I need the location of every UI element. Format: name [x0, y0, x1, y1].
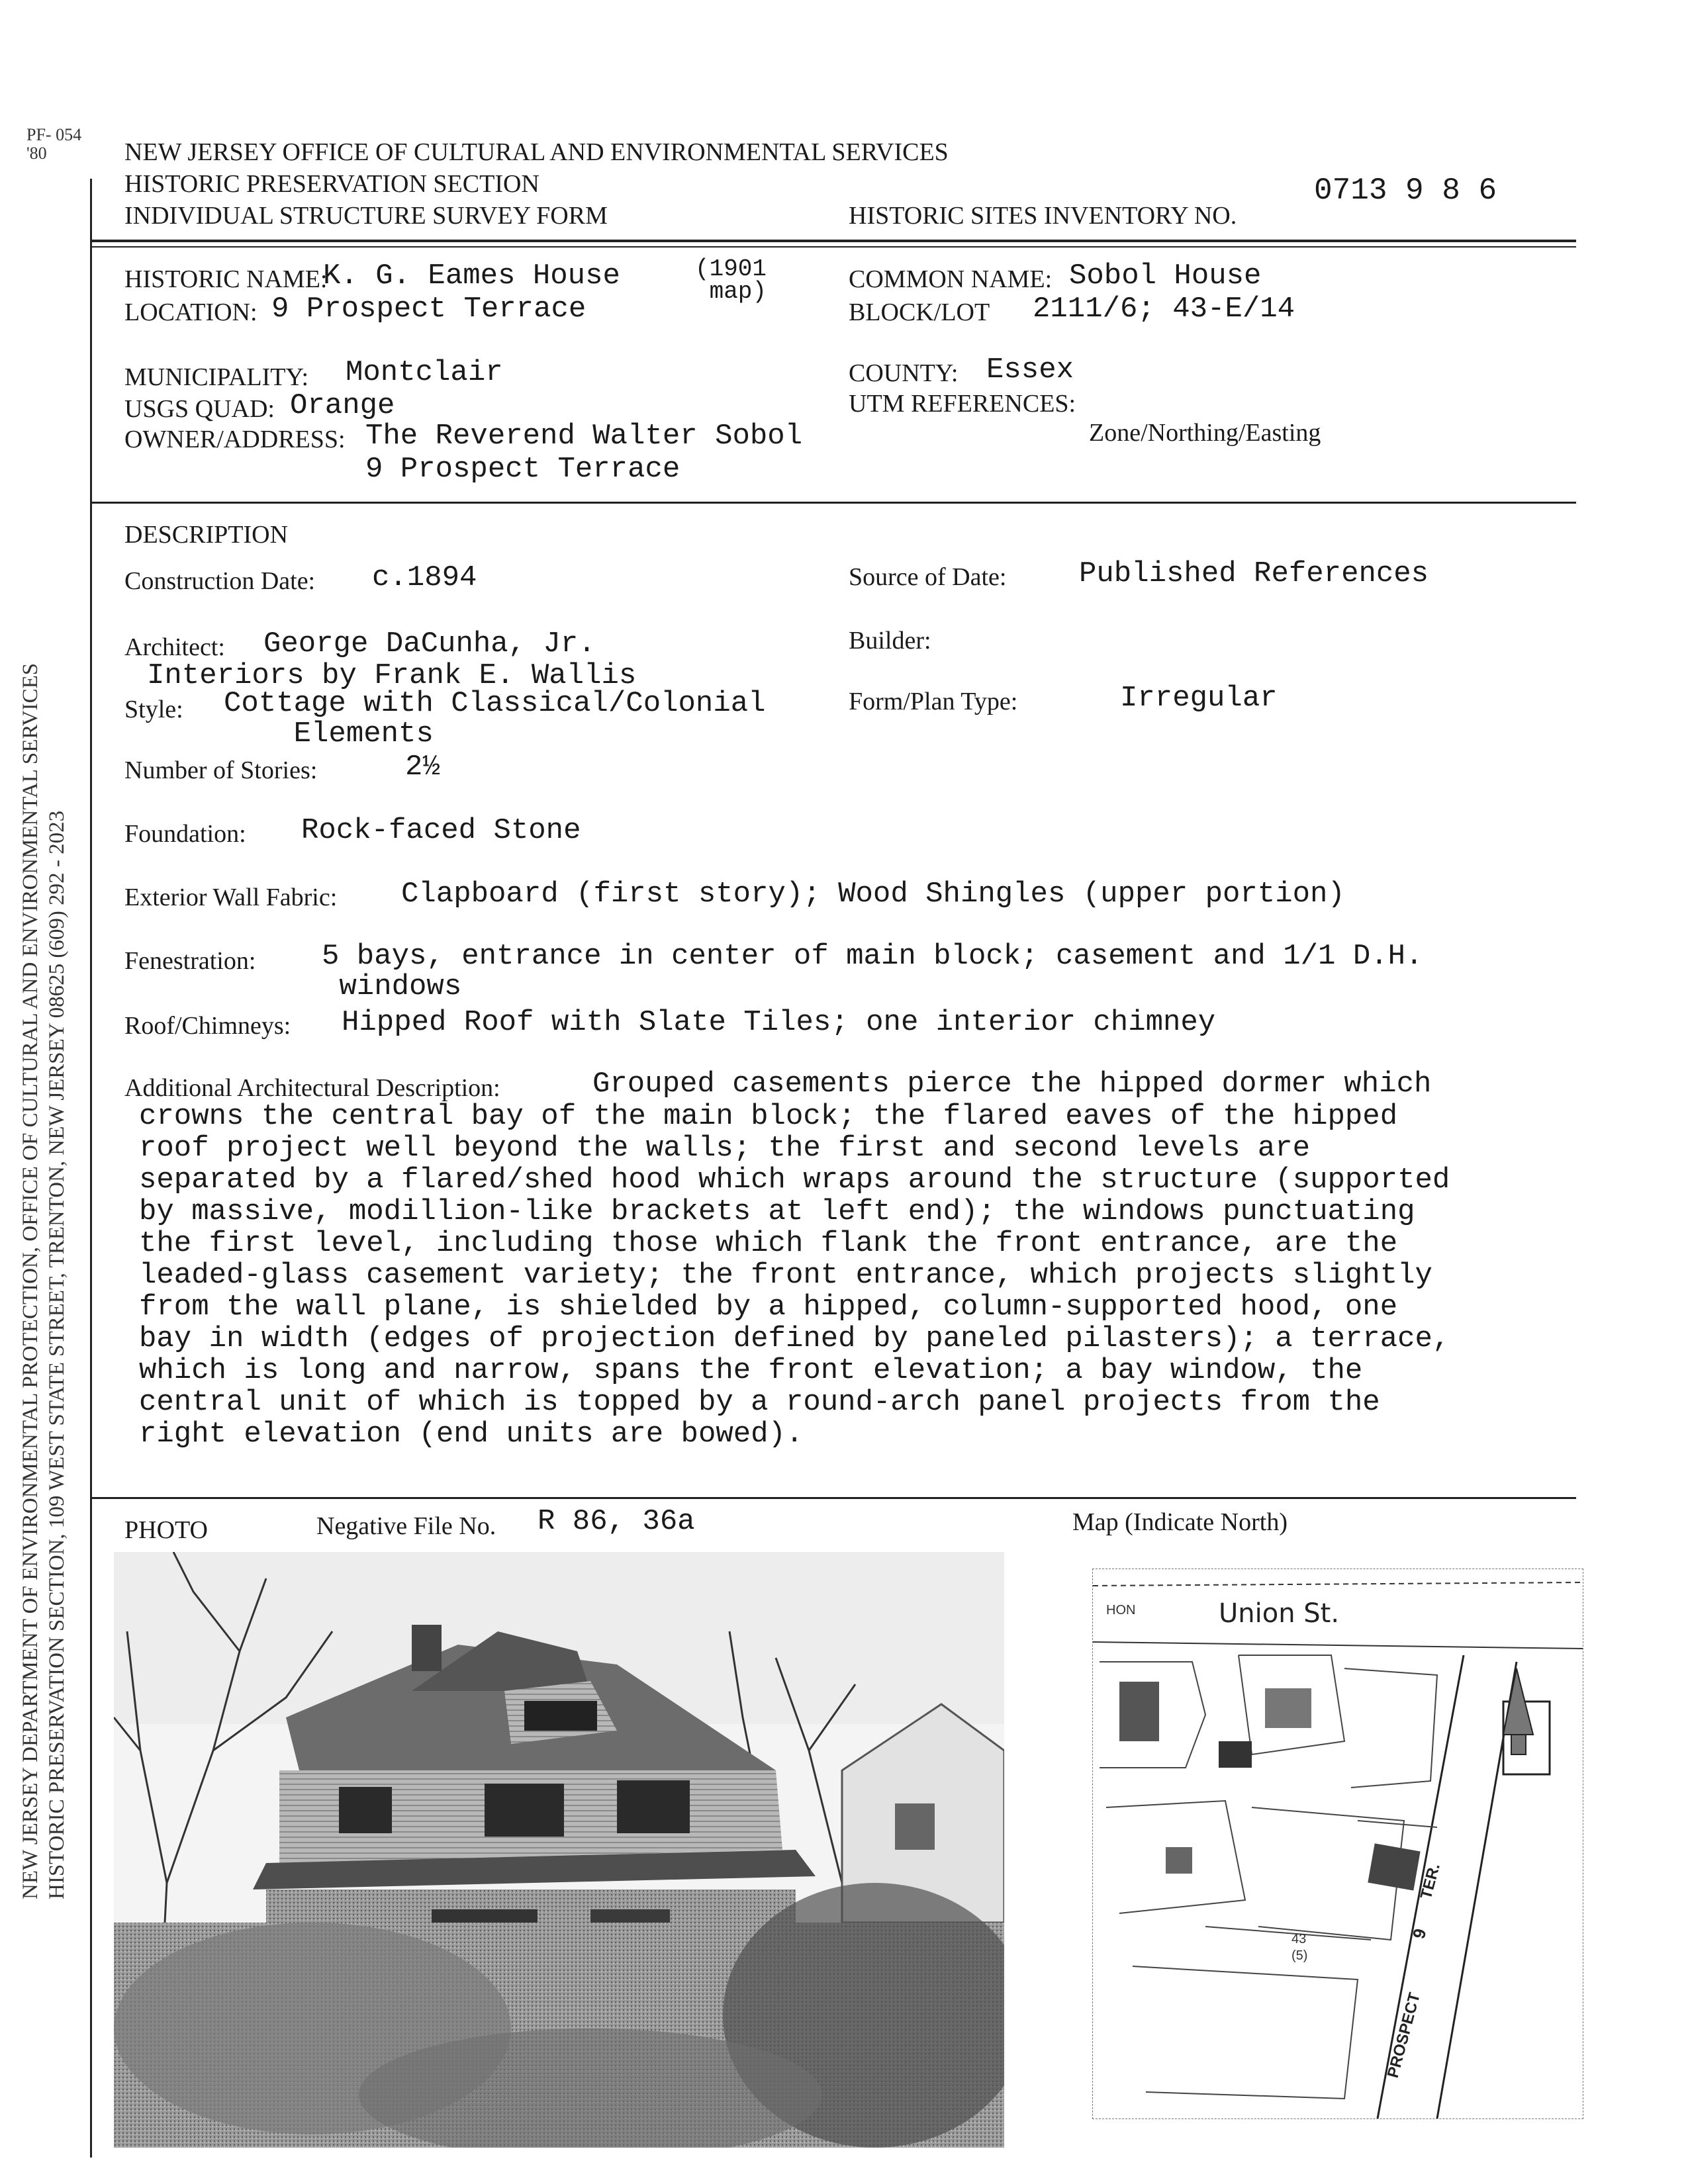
- usgs-value: Orange: [290, 389, 395, 422]
- header-rule-thin: [90, 246, 1576, 248]
- description-section-label: DESCRIPTION: [124, 521, 289, 549]
- foundation-value: Rock-faced Stone: [301, 814, 581, 847]
- form-code: PF- 054: [26, 125, 82, 144]
- map-label: Map (Indicate North): [1072, 1508, 1288, 1536]
- interiors-value: Interiors by Frank E. Wallis: [147, 659, 637, 692]
- historic-name-label: HISTORIC NAME:: [124, 265, 328, 293]
- stories-label: Number of Stories:: [124, 756, 318, 784]
- header-rule: [90, 240, 1576, 242]
- map-q-label: 9: [1408, 1926, 1430, 1941]
- map-union-street: Union St.: [1219, 1598, 1340, 1629]
- construction-date-label: Construction Date:: [124, 567, 316, 595]
- fenestration-label: Fenestration:: [124, 947, 256, 975]
- style-value: Cottage with Classical/Colonial Elements: [224, 687, 766, 751]
- owner-line2: 9 Prospect Terrace: [365, 453, 680, 486]
- additional-line-12: right elevation (end units are bowed).: [139, 1418, 804, 1451]
- additional-line-8: from the wall plane, is shielded by a hipped, column-supported hood, one: [139, 1291, 1398, 1324]
- header-line2: HISTORIC PRESERVATION SECTION: [124, 170, 539, 198]
- municipality-value: Montclair: [346, 356, 503, 389]
- additional-line-4: separated by a flared/shed hood which wraps around the structure (supported: [139, 1163, 1450, 1197]
- construction-date-value: c.1894: [372, 561, 477, 594]
- identification-rule: [90, 502, 1576, 504]
- foundation-label: Foundation:: [124, 820, 246, 848]
- margin-vertical-address: HISTORIC PRESERVATION SECTION, 109 WEST STATE STREET, TRENTON, NEW JERSEY 08625 (609) 292 - 2023: [45, 810, 69, 1899]
- municipality-label: MUNICIPALITY:: [124, 363, 309, 391]
- source-of-date-value: Published References: [1079, 557, 1429, 590]
- photo-section-rule: [90, 1497, 1576, 1499]
- header-line3: INDIVIDUAL STRUCTURE SURVEY FORM: [124, 202, 608, 230]
- map-label-partial: HON: [1106, 1603, 1136, 1617]
- negative-file-label: Negative File No.: [316, 1512, 496, 1540]
- county-label: COUNTY:: [849, 359, 959, 387]
- block-lot-label: BLOCK/LOT: [849, 298, 990, 326]
- roof-chimneys-value: Hipped Roof with Slate Tiles; one interior chimney: [342, 1006, 1216, 1039]
- map-prospect-label: PROSPECT: [1383, 1991, 1424, 2080]
- house-photo: [114, 1552, 1004, 2148]
- owner-line1: The Reverend Walter Sobol: [365, 420, 803, 453]
- inventory-label: HISTORIC SITES INVENTORY NO.: [849, 202, 1237, 230]
- common-name-label: COMMON NAME:: [849, 265, 1053, 293]
- additional-line-5: by massive, modillion-like brackets at left end); the windows punctuating: [139, 1195, 1415, 1228]
- additional-description-label: Additional Architectural Description:: [124, 1074, 500, 1102]
- usgs-label: USGS QUAD:: [124, 395, 275, 423]
- location-map-illustration: [1093, 1569, 1583, 2118]
- additional-line-6: the first level, including those which flank the front entrance, are the: [139, 1227, 1398, 1260]
- additional-line-2: crowns the central bay of the main block; the flared eaves of the hipped: [139, 1100, 1398, 1133]
- inventory-number: 0713 9 8 6: [1314, 173, 1497, 208]
- house-photo-illustration: [114, 1552, 1004, 2148]
- additional-line-9: bay in width (edges of projection defined by paneled pilasters); a terrace,: [139, 1322, 1450, 1355]
- location-map: [1092, 1569, 1583, 2119]
- form-left-border: [90, 179, 92, 2158]
- historic-name-note: (1901 map): [695, 255, 767, 305]
- builder-label: Builder:: [849, 627, 931, 655]
- county-value: Essex: [986, 353, 1074, 387]
- map-lot-number: 43: [1291, 1932, 1307, 1946]
- stories-value: 2½: [405, 751, 440, 784]
- additional-line-1: Grouped casements pierce the hipped dormer which: [592, 1068, 1432, 1101]
- form-year: '80: [26, 144, 47, 163]
- architect-value: George DaCunha, Jr.: [263, 627, 596, 660]
- wall-fabric-value: Clapboard (first story); Wood Shingles (upper portion): [401, 878, 1345, 911]
- additional-line-3: roof project well beyond the walls; the first and second levels are: [139, 1132, 1311, 1165]
- form-plan-value: Irregular: [1120, 682, 1278, 715]
- block-lot-value: 2111/6; 43-E/14: [1033, 293, 1295, 326]
- fenestration-value: 5 bays, entrance in center of main block; casement and 1/1 D.H. windows: [322, 940, 1423, 1003]
- photo-label: PHOTO: [124, 1516, 208, 1544]
- margin-vertical-department: NEW JERSEY DEPARTMENT OF ENVIRONMENTAL PROTECTION, OFFICE OF CULTURAL AND ENVIRONMENTAL SERVICES: [19, 662, 42, 1899]
- location-label: LOCATION:: [124, 298, 258, 326]
- source-of-date-label: Source of Date:: [849, 563, 1007, 591]
- utm-label: UTM REFERENCES:: [849, 390, 1076, 418]
- owner-label: OWNER/ADDRESS:: [124, 426, 346, 453]
- common-name-value: Sobol House: [1069, 259, 1262, 293]
- form-plan-label: Form/Plan Type:: [849, 688, 1018, 715]
- architect-label: Architect:: [124, 633, 225, 661]
- additional-line-7: leaded-glass casement variety; the front entrance, which projects slightly: [139, 1259, 1432, 1292]
- utm-subheading: Zone/Northing/Easting: [1089, 419, 1321, 447]
- additional-line-10: which is long and narrow, spans the front elevation; a bay window, the: [139, 1354, 1363, 1387]
- historic-name-value: K. G. Eames House: [323, 259, 620, 293]
- location-value: 9 Prospect Terrace: [271, 293, 586, 326]
- wall-fabric-label: Exterior Wall Fabric:: [124, 884, 338, 911]
- roof-chimneys-label: Roof/Chimneys:: [124, 1012, 291, 1040]
- additional-line-11: central unit of which is topped by a round-arch panel projects from the: [139, 1386, 1380, 1419]
- map-ter-label: TER.: [1417, 1861, 1444, 1901]
- header-line1: NEW JERSEY OFFICE OF CULTURAL AND ENVIRONMENTAL SERVICES: [124, 138, 949, 166]
- negative-file-value: R 86, 36a: [538, 1505, 695, 1538]
- style-label: Style:: [124, 696, 183, 723]
- map-lot-sub: (5): [1291, 1948, 1308, 1963]
